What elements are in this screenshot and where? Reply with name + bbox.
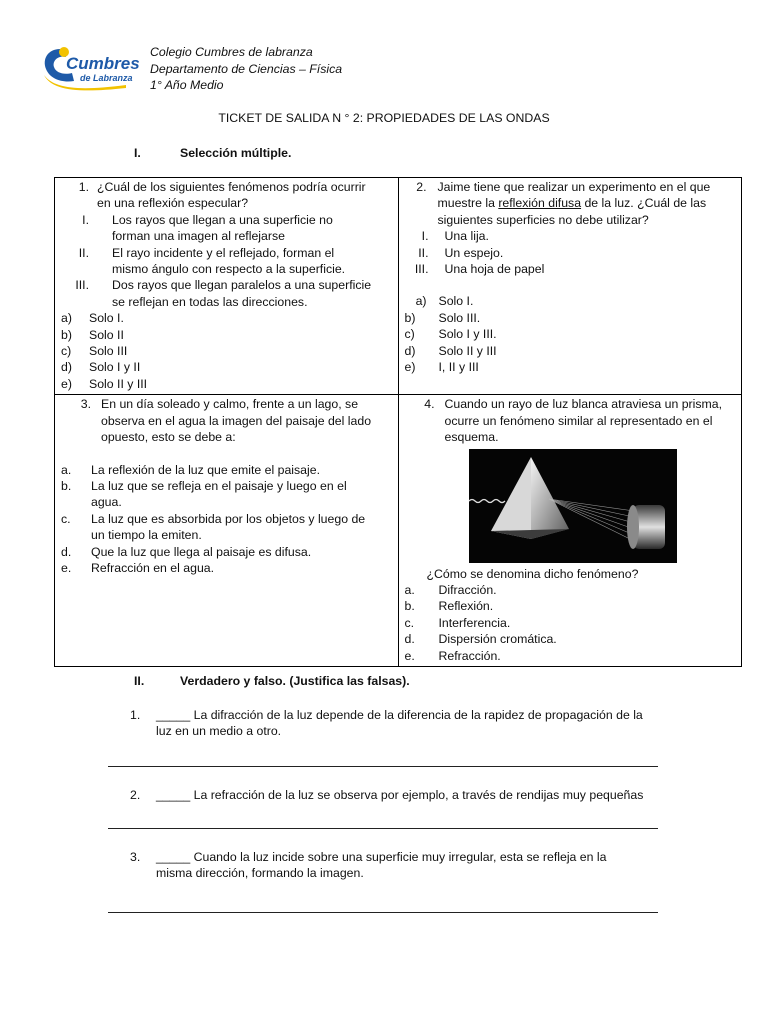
item-number: a. (404, 582, 415, 597)
item-number: c. (61, 511, 71, 526)
item-text: Solo II y III (438, 343, 497, 358)
item-text: ocurre un fenómeno similar al representado en el (444, 413, 713, 428)
item-text: luz en un medio a otro. (156, 724, 282, 739)
item-text: Solo I. (438, 294, 474, 309)
item-text: Dos rayos que llegan paralelos a una superficie (112, 278, 372, 293)
item-text: un tiempo la emiten. (91, 528, 202, 543)
answer-line-1[interactable] (108, 766, 658, 767)
item-number: II. (418, 245, 429, 260)
section-1-heading (134, 145, 291, 161)
item-text: II. (134, 674, 145, 688)
svg-text:de Labranza: de Labranza (80, 73, 133, 83)
item-text: Selección múltiple. (180, 146, 292, 160)
item-text: Los rayos que llegan a una superficie no (112, 212, 333, 227)
school-name: Colegio Cumbres de labranza (150, 45, 313, 59)
item-number: e) (61, 376, 72, 391)
item-number: a) (61, 311, 72, 326)
item-text: Cuando un rayo de luz blanca atraviesa un prisma, (444, 397, 723, 412)
tf-item-1 (130, 707, 670, 740)
item-text: Una hoja de papel (444, 262, 545, 277)
item-number (61, 261, 112, 277)
item-text: forman una imagen al reflejarse (112, 229, 285, 244)
item-text: muestre la reflexión difusa de la luz. ¿Cuál de las (437, 196, 707, 211)
underlined-term: reflexión difusa (498, 196, 582, 211)
item-number: d. (404, 632, 415, 647)
school-header (150, 44, 342, 94)
item-text: siguientes superficies no debe utilizar? (437, 212, 649, 227)
item-text: Solo I y II (89, 360, 141, 375)
item-number: b) (404, 310, 416, 325)
item-text: mismo ángulo con respecto a la superficie. (112, 262, 346, 277)
item-text: en una reflexión especular? (97, 196, 249, 211)
item-text: Solo II y III (89, 376, 148, 391)
item-number (130, 723, 156, 739)
svg-text:Cumbres: Cumbres (66, 54, 140, 73)
answer-line-2[interactable] (108, 828, 658, 829)
item-text: Interferencia. (438, 615, 511, 630)
item-text: observa en el agua la imagen del paisaje del lado (101, 413, 372, 428)
item-number: e. (404, 648, 415, 663)
answer-line-3[interactable] (108, 912, 658, 913)
item-text: I. (134, 146, 141, 160)
item-number: 2. (416, 180, 427, 194)
school-logo (40, 45, 140, 91)
item-number: a. (61, 462, 72, 477)
item-number: 3. (130, 850, 141, 864)
item-number (405, 566, 427, 582)
item-number: I. (421, 229, 429, 244)
item-text: Solo II (89, 327, 124, 342)
question-3 (55, 395, 399, 667)
item-number: b. (404, 599, 415, 614)
question-2 (398, 178, 742, 395)
item-text: _____ Cuando la luz incide sobre una superficie muy irregular, esta se refleja en la (156, 850, 607, 864)
item-number: e) (404, 360, 416, 375)
item-number: II. (78, 245, 89, 260)
item-number: I. (82, 212, 89, 227)
item-text: I, II y III (438, 360, 479, 375)
item-number (61, 429, 101, 445)
tf-item-2 (130, 787, 670, 803)
item-text: En un día soleado y calmo, frente a un lago, se (101, 397, 359, 412)
item-text: Que la luz que llega al paisaje es difusa. (91, 544, 312, 559)
item-text: Reflexión. (438, 599, 494, 614)
item-number (61, 228, 112, 244)
item-text: _____ La difracción de la luz depende de la diferencia de la rapidez de propagación de la (156, 708, 643, 722)
item-number: d) (61, 360, 72, 375)
item-number: d) (404, 343, 416, 358)
item-number: III. (75, 278, 89, 293)
section-2-heading (134, 673, 410, 689)
item-text: Verdadero y falso. (Justifica las falsas). (180, 674, 410, 688)
item-number (130, 865, 156, 881)
item-text: La luz que es absorbida por los objetos y luego de (91, 511, 366, 526)
item-number: c) (404, 327, 415, 342)
item-number (61, 413, 101, 429)
item-text: se reflejan en todas las direcciones. (112, 294, 308, 309)
item-text: La reflexión de la luz que emite el paisaje. (91, 462, 320, 477)
item-text: opuesto, esto se debe a: (101, 430, 236, 445)
item-number: III. (414, 262, 429, 277)
item-text: Jaime tiene que realizar un experimento en el que (437, 180, 711, 194)
item-number (405, 429, 445, 445)
item-number: 4. (424, 397, 435, 412)
item-number (61, 195, 97, 211)
question-1 (55, 178, 399, 395)
item-text: Solo III (89, 344, 128, 359)
question-4 (398, 395, 742, 667)
item-text: agua. (91, 495, 122, 510)
item-number: a) (415, 294, 427, 309)
item-number (405, 212, 438, 228)
item-text: Una lija. (444, 229, 489, 244)
item-text: esquema. (444, 430, 499, 445)
item-number: c) (61, 344, 72, 359)
item-text: Solo I y III. (438, 327, 497, 342)
questions-table (54, 177, 742, 667)
grade-level: 1° Año Medio (150, 78, 224, 92)
item-number: e. (61, 560, 72, 575)
item-number (405, 413, 445, 429)
item-number: 2. (130, 788, 141, 802)
item-text: Solo I. (89, 311, 124, 326)
item-text: _____ La refracción de la luz se observa por ejemplo, a través de rendijas muy pequeñas (156, 788, 644, 802)
item-text: ¿Cuál de los siguientes fenómenos podría ocurrir (97, 180, 366, 194)
item-number (61, 494, 91, 510)
item-number (61, 527, 91, 543)
tf-item-3 (130, 849, 670, 882)
item-text: Difracción. (438, 582, 497, 597)
item-number: c. (404, 615, 415, 630)
department-name: Departamento de Ciencias – Física (150, 61, 343, 76)
item-number: d. (61, 544, 72, 559)
item-text: misma dirección, formando la imagen. (156, 866, 364, 881)
document-title: TICKET DE SALIDA N ° 2: PROPIEDADES DE LAS ONDAS (218, 111, 550, 125)
item-number (61, 294, 112, 310)
item-number: 3. (80, 397, 91, 412)
item-number: b. (61, 478, 72, 493)
item-text: Solo III. (438, 310, 481, 325)
item-number: 1. (78, 180, 89, 194)
item-number (405, 195, 438, 211)
item-text: ¿Cómo se denomina dicho fenómeno? (426, 566, 639, 581)
item-text: El rayo incidente y el reflejado, forman el (112, 245, 335, 260)
item-text: Un espejo. (444, 245, 504, 260)
item-text: Dispersión cromática. (438, 632, 557, 647)
prism-dispersion-image (469, 449, 677, 563)
item-number: b) (61, 327, 72, 342)
item-number: 1. (130, 708, 141, 722)
item-text: Refracción. (438, 648, 501, 663)
item-text: Refracción en el agua. (91, 560, 215, 575)
item-text: La luz que se refleja en el paisaje y luego en el (91, 478, 347, 493)
